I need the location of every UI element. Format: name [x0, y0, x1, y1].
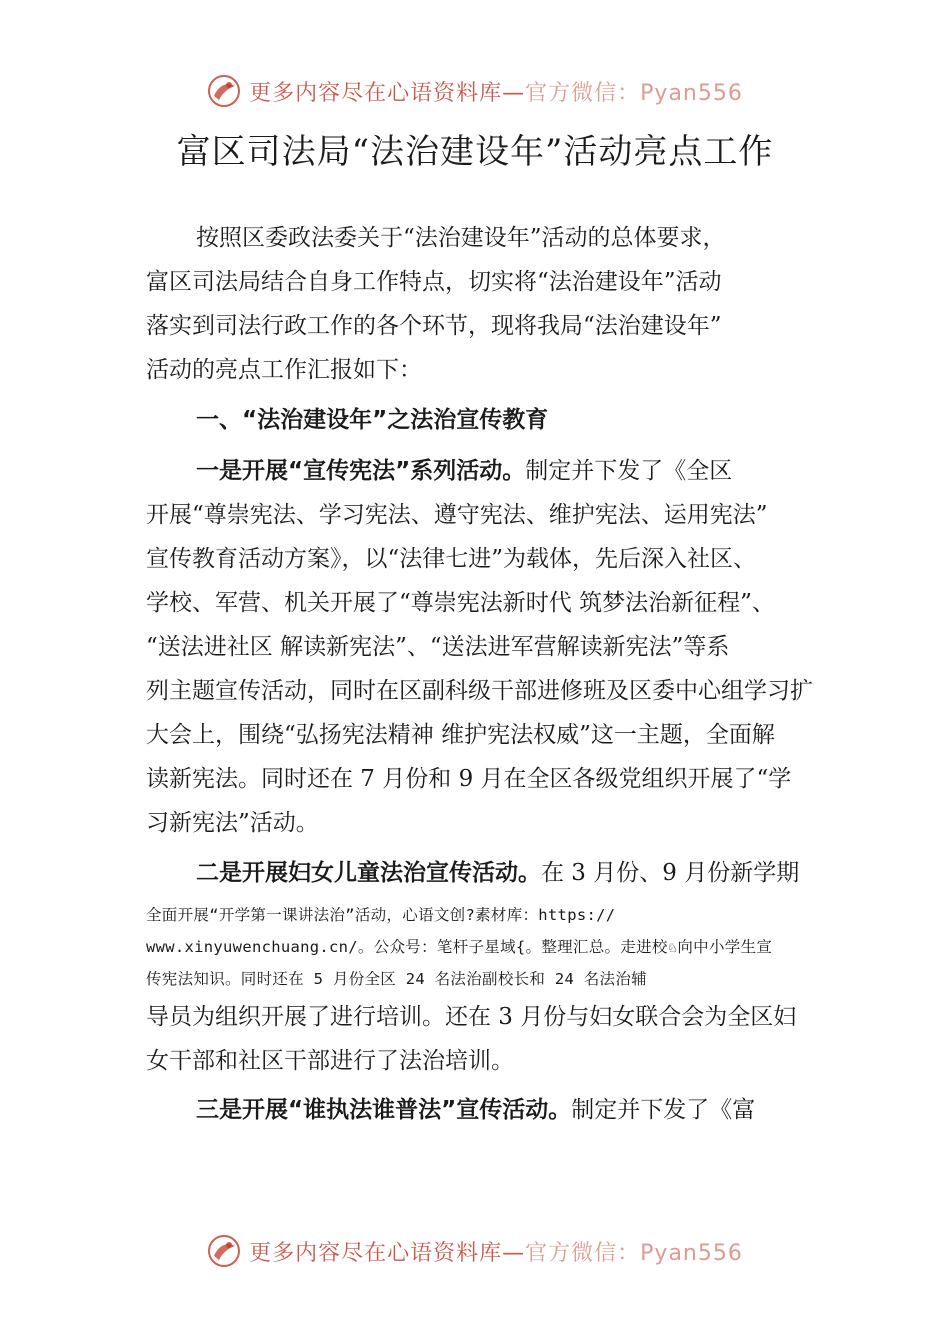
watermark-text: 更多内容尽在心语资料库—官方微信：Pyan556 [249, 1240, 743, 1266]
lead-phrase: 一是开展“宣传宪法”系列活动。 [196, 458, 526, 484]
section-1 [146, 398, 814, 442]
logo-icon [207, 1234, 241, 1268]
paragraph-line: 开展“尊崇宪法、学习宪法、遵守宪法、维护宪法、运用宪法” [146, 502, 768, 528]
paragraph-line: 女干部和社区干部进行了法治培训。 [146, 1048, 514, 1074]
lead-phrase: 二是开展妇女儿童法治宣传活动。 [196, 860, 541, 886]
watermark-text: 更多内容尽在心语资料库—官方微信：Pyan556 [249, 80, 743, 106]
paragraph-line: 二是开展妇女儿童法治宣传活动。在 3 月份、9 月份新学期 [196, 860, 800, 886]
paragraph-line-small: 传宪法知识。同时还在 5 月份全区 24 名法治副校长和 24 名法治辅 [146, 970, 647, 988]
paragraph-line-small: www.xinyuwenchuang.cn/。公众号：笔杆子星域{。整理汇总。走进校♘向中小学生宣 [146, 938, 773, 956]
paragraph-line: “送法进社区 解读新宪法”、“送法进军营解读新宪法”等系 [146, 634, 730, 660]
paragraph-line: 导员为组织开展了进行培训。还在 3 月份与妇女联合会为全区妇 [146, 1004, 797, 1030]
lead-phrase: 三是开展“谁执法谁普法”宣传活动。 [196, 1097, 572, 1123]
logo-icon [207, 74, 241, 108]
paragraph-line: 读新宪法。同时还在 7 月份和 9 月在全区各级党组织开展了“学 [146, 766, 792, 792]
paragraph-line: 一是开展“宣传宪法”系列活动。制定并下发了《全区 [196, 458, 733, 484]
paragraph-line: 大会上，围绕“弘扬宪法精神 维护宪法权威”这一主题，全面解 [146, 722, 775, 748]
intro-line: 活动的亮点工作汇报如下： [146, 357, 422, 383]
paragraph-line: 学校、军营、机关开展了“尊崇宪法新时代 筑梦法治新征程”、 [146, 590, 775, 616]
intro-line: 落实到司法行政工作的各个环节，现将我局“法治建设年” [146, 313, 722, 339]
paragraph-line: 列主题宣传活动，同时在区副科级干部进修班及区委中心组学习扩 [146, 678, 813, 704]
document-title: 富区司法局“法治建设年”活动亮点工作 [176, 132, 774, 172]
paragraph-enforcement [146, 1088, 814, 1132]
intro-line: 按照区委政法委关于“法治建设年”活动的总体要求， [196, 225, 726, 251]
paragraph-women-children [146, 851, 814, 1083]
paragraph-line: 宣传教育活动方案》，以“法律七进”为载体，先后深入社区、 [146, 546, 757, 572]
paragraph-line-small: 全面开展“开学第一课讲法治”活动，心语文创?素材库：https:// [146, 906, 616, 924]
watermark-header [0, 74, 950, 108]
section-heading: 一、“法治建设年”之法治宣传教育 [196, 407, 549, 433]
intro-line: 富区司法局结合自身工作特点，切实将“法治建设年”活动 [146, 269, 722, 295]
watermark-footer [0, 1234, 950, 1268]
intro-paragraph [146, 216, 814, 392]
paragraph-line: 三是开展“谁执法谁普法”宣传活动。制定并下发了《富 [196, 1097, 756, 1123]
paragraph-constitution [146, 449, 814, 845]
paragraph-line: 习新宪法”活动。 [146, 810, 319, 836]
